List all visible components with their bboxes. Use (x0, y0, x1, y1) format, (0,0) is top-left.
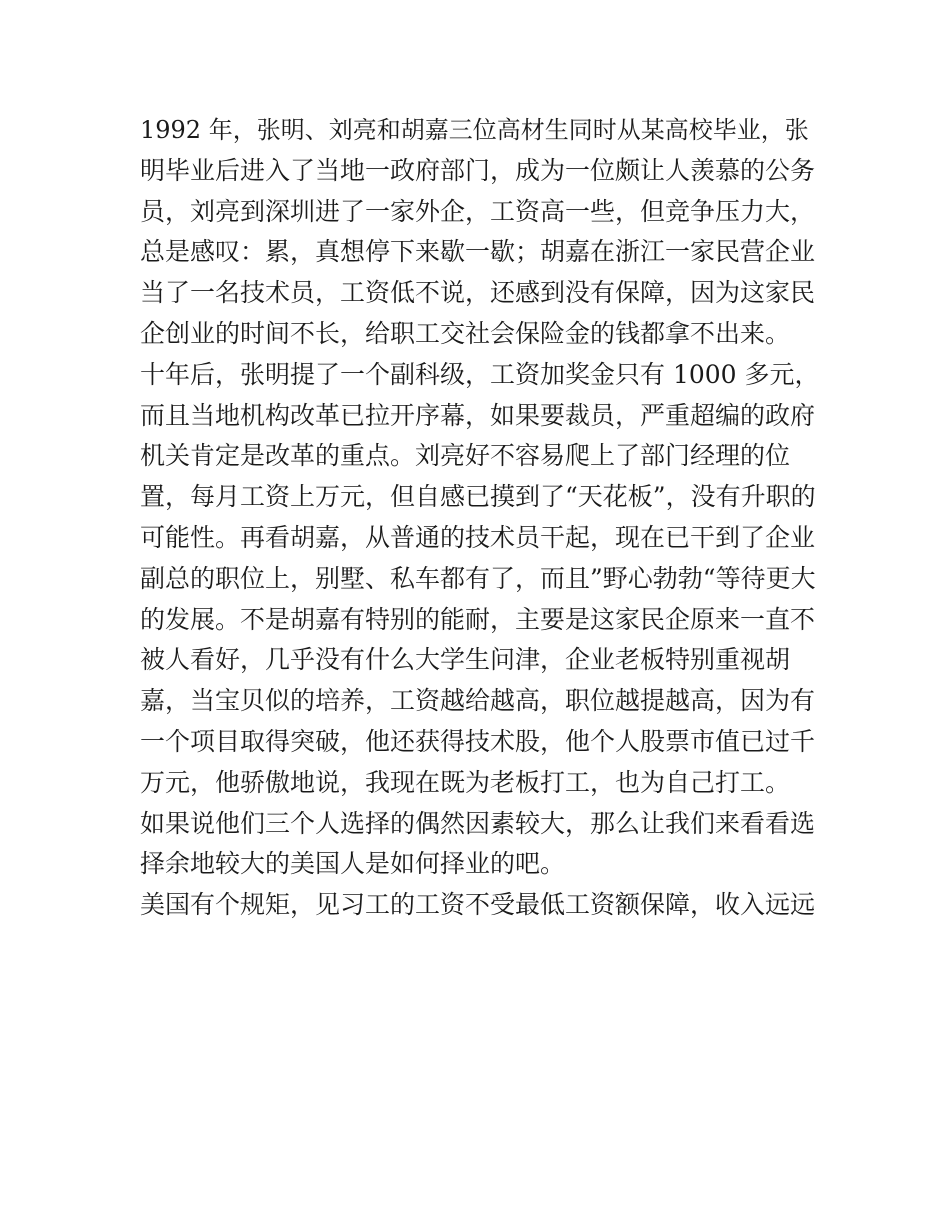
text-line: 可能性。再看胡嘉，从普通的技术员干起，现在已干到了企业 (140, 522, 816, 552)
text-line: 十年后，张明提了一个副科级，工资加奖金只有 1000 多元， (140, 359, 820, 389)
text-line: 被人看好，几乎没有什么大学生问津，企业老板特别重视胡 (140, 645, 791, 675)
text-line: 员，刘亮到深圳进了一家外企，工资高一些，但竞争压力大， (140, 196, 816, 226)
text-line: 置，每月工资上万元，但自感已摸到了“天花板”，没有升职的 (140, 482, 816, 512)
text-line: 一个项目取得突破，他还获得技术股，他个人股票市值已过千 (140, 726, 816, 756)
text-line: 美国有个规矩，见习工的工资不受最低工资额保障，收入远远 (140, 890, 816, 920)
text-line: 明毕业后进入了当地一政府部门，成为一位颇让人羡慕的公务 (140, 155, 816, 185)
text-line: 1992 年，张明、刘亮和胡嘉三位高材生同时从某高校毕业，张 (140, 116, 809, 144)
text-line: 总是感叹：累，真想停下来歇一歇；胡嘉在浙江一家民营企业 (140, 237, 816, 267)
text-line: 企创业的时间不长，给职工交社会保险金的钱都拿不出来。 (140, 318, 791, 348)
text-line: 择余地较大的美国人是如何择业的吧。 (140, 849, 566, 879)
body-text (140, 110, 820, 926)
text-line: 嘉，当宝贝似的培养，工资越给越高，职位越提越高，因为有 (140, 686, 816, 716)
text-line: 而且当地机构改革已拉开序幕，如果要裁员，严重超编的政府 (140, 400, 816, 430)
text-line: 如果说他们三个人选择的偶然因素较大，那么让我们来看看选 (140, 808, 816, 838)
text-line: 的发展。不是胡嘉有特别的能耐，主要是这家民企原来一直不 (140, 604, 816, 634)
text-line: 副总的职位上，别墅、私车都有了，而且”野心勃勃“等待更大 (140, 563, 816, 593)
text-line: 机关肯定是改革的重点。刘亮好不容易爬上了部门经理的位 (140, 441, 791, 471)
text-line: 当了一名技术员，工资低不说，还感到没有保障，因为这家民 (140, 278, 816, 308)
text-line: 万元，他骄傲地说，我现在既为老板打工，也为自己打工。 (140, 767, 791, 797)
